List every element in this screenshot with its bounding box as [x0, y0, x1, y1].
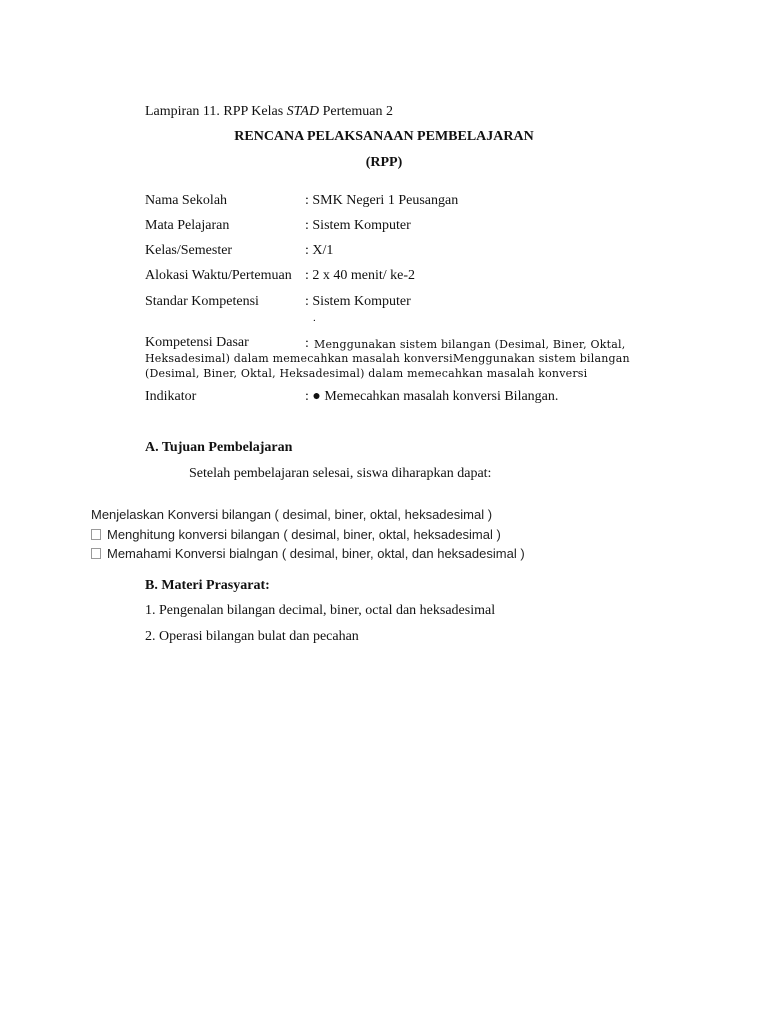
indikator-value: : ● Memecahkan masalah konversi Bilangan.	[305, 389, 559, 404]
appendix-italic: STAD	[286, 104, 320, 119]
kompetensi-label: Kompetensi Dasar	[145, 335, 249, 350]
info-value-subject: : Sistem Komputer	[305, 218, 411, 233]
kompetensi-line-1: Menggunakan sistem bilangan (Desimal, Biner, Oktal,	[314, 338, 626, 351]
appendix-line	[145, 104, 393, 120]
document-subtitle: (RPP)	[365, 155, 403, 170]
indikator-label: Indikator	[145, 389, 197, 404]
prerequisite-item: 2. Operasi bilangan bulat dan pecahan	[145, 629, 359, 644]
checkbox-icon	[91, 548, 101, 559]
section-a-intro: Setelah pembelajaran selesai, siswa diharapkan dapat:	[189, 466, 492, 481]
objective-item	[91, 527, 501, 542]
objective-item	[91, 546, 525, 561]
info-label-standard: Standar Kompetensi	[145, 294, 259, 309]
info-value-standard: : Sistem Komputer	[305, 294, 411, 309]
info-label-class: Kelas/Semester	[145, 243, 233, 258]
kompetensi-line-3: (Desimal, Biner, Oktal, Heksadesimal) dalam memecahkan masalah konversi	[145, 367, 588, 380]
kompetensi-colon: :	[305, 336, 309, 351]
objective-item-text: Memahami Konversi bialngan ( desimal, biner, oktal, dan heksadesimal )	[107, 546, 525, 561]
objective-first: Menjelaskan Konversi bilangan ( desimal, biner, oktal, heksadesimal )	[91, 507, 493, 522]
info-value-time: : 2 x 40 menit/ ke-2	[305, 268, 416, 283]
section-b-heading: B. Materi Prasyarat:	[145, 578, 270, 593]
info-value-class: : X/1	[305, 243, 334, 258]
checkbox-icon	[91, 529, 101, 540]
info-label-subject: Mata Pelajaran	[145, 218, 230, 233]
prerequisite-item: 1. Pengenalan bilangan decimal, biner, octal dan heksadesimal	[145, 603, 496, 618]
appendix-suffix: Pertemuan 2	[319, 104, 393, 119]
stray-dot: .	[313, 312, 316, 324]
info-value-school: : SMK Negeri 1 Peusangan	[305, 193, 459, 208]
info-label-school: Nama Sekolah	[145, 193, 228, 208]
section-a-heading: A. Tujuan Pembelajaran	[145, 440, 293, 455]
appendix-prefix: Lampiran 11. RPP Kelas	[145, 104, 287, 119]
objective-item-text: Menghitung konversi bilangan ( desimal, biner, oktal, heksadesimal )	[107, 527, 501, 542]
kompetensi-line-2: Heksadesimal) dalam memecahkan masalah konversiMenggunakan sistem bilangan	[145, 352, 630, 365]
info-label-time: Alokasi Waktu/Pertemuan	[145, 268, 292, 283]
document-title: RENCANA PELAKSANAAN PEMBELAJARAN	[234, 129, 534, 144]
